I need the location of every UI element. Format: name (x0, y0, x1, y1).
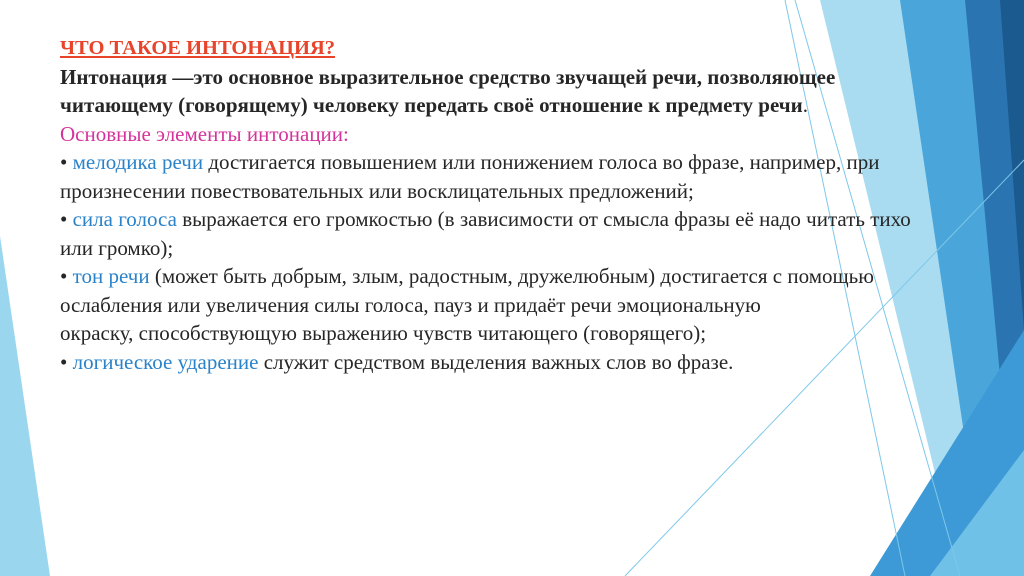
slide-heading: ЧТО ТАКОЕ ИНТОНАЦИЯ? (60, 37, 336, 59)
item-term: логическое ударение (72, 349, 259, 374)
list-item (60, 148, 940, 205)
definition-paragraph (60, 63, 940, 120)
slide-content (60, 34, 940, 376)
list-item (60, 348, 940, 377)
list-item-continuation (60, 319, 940, 348)
list-item (60, 262, 940, 319)
bullet: • (60, 349, 68, 374)
left-triangle-shape (0, 236, 50, 576)
item-text: достигается повышением или понижением голоса во фразе, например, при произнесении повествовательных или восклицательных предложений; (60, 150, 880, 203)
bullet: • (60, 207, 68, 231)
item-text: служит средством выделения важных слов во фразе. (258, 349, 734, 374)
item-text: выражается его громкостью (в зависимости от смысла фразы её надо читать тихо или громко); (60, 207, 911, 260)
item-text: окраску, способствующую выражению чувств читающего (говорящего); (60, 321, 707, 345)
list-item (60, 205, 940, 262)
item-term: сила голоса (72, 207, 177, 231)
item-text: (может быть добрым, злым, радостным, дружелюбным) достигается с помощью ослабления или увеличения силы голоса, пауз и придаёт речи эмоциональную (60, 264, 874, 317)
bullet: • (60, 264, 68, 288)
elements-subheading: Основные элементы интонации: (60, 121, 349, 146)
definition-text: Интонация —это основное выразительное средство звучащей речи, позволяющее читающему (говорящему) человеку передать своё отношение к предмету речи (60, 64, 836, 117)
item-term: тон речи (72, 264, 150, 288)
item-term: мелодика речи (72, 150, 204, 174)
definition-end: . (802, 93, 808, 117)
bullet: • (60, 150, 68, 174)
